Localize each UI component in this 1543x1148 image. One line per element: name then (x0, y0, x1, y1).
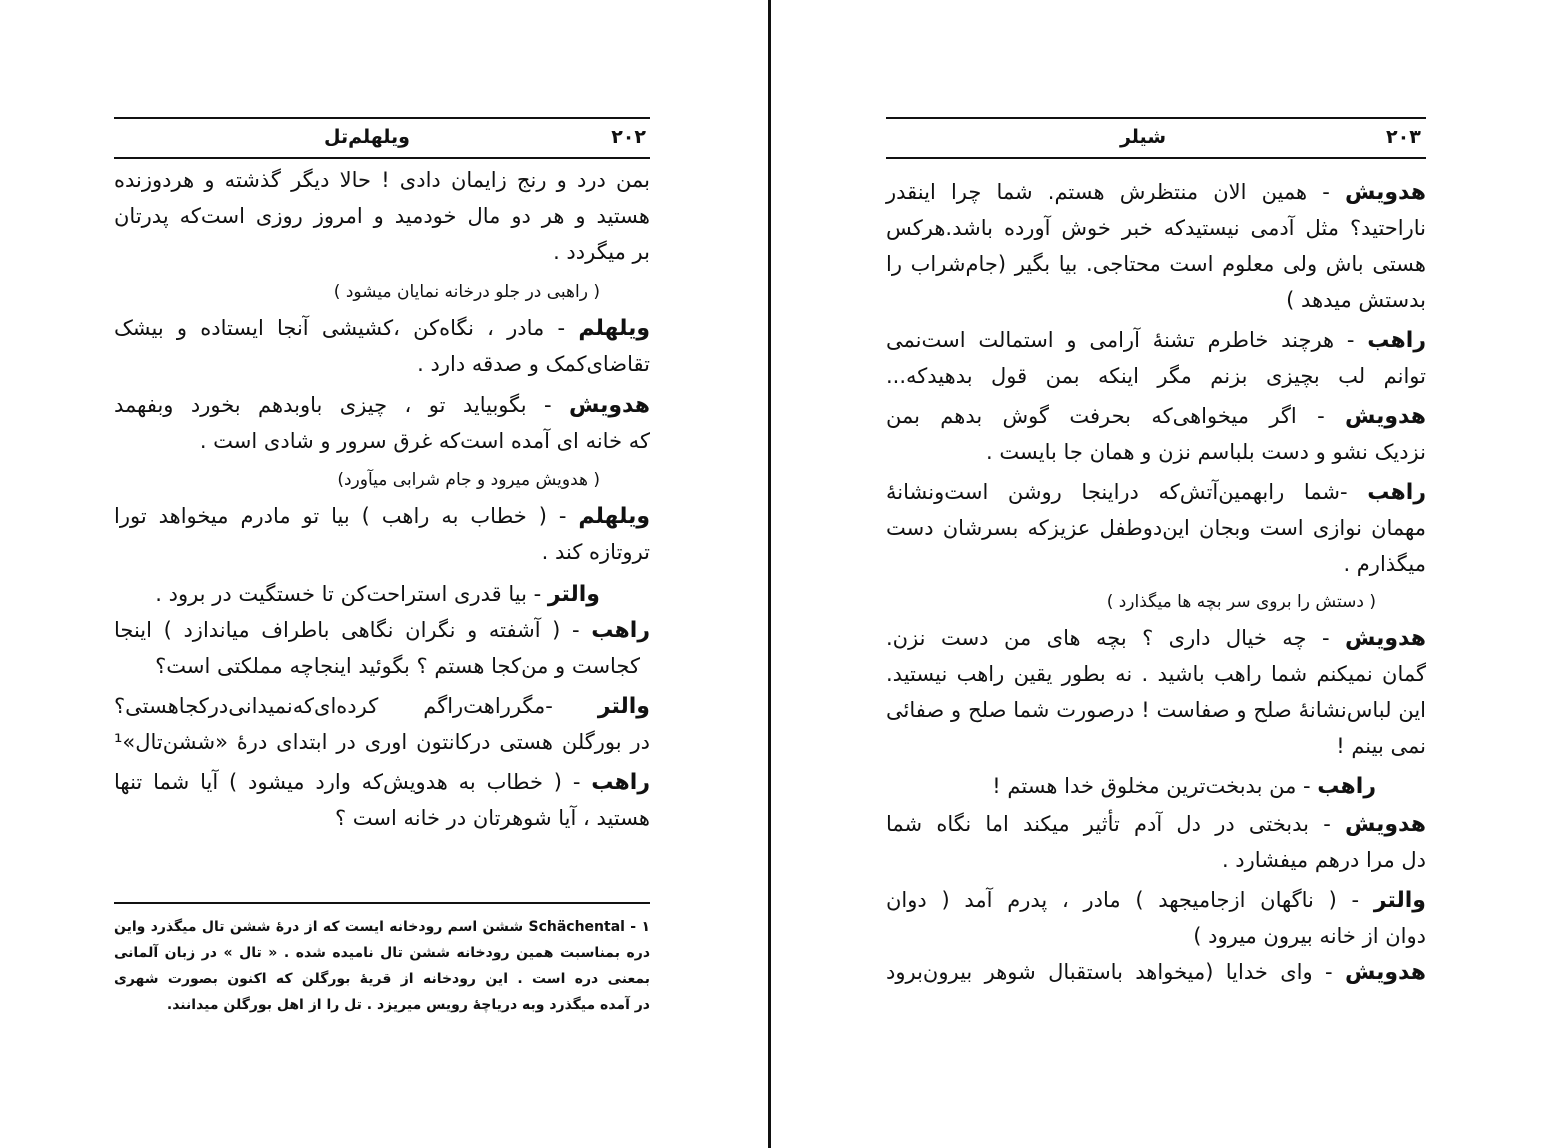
dialogue-line: والتر -مگرراهت‌راگم کرده‌ای‌که‌نمیدانی‌درکجاهستی؟ (114, 694, 650, 719)
dialogue-line: والتر - بیا قدری استراحت‌کن تا خستگیت در برود . (155, 582, 600, 607)
speaker-name: ویلهلم (578, 316, 650, 341)
dialogue-line: هدویش - اگر میخواهی‌که بحرفت گوش بدهم بمن (886, 404, 1426, 429)
speaker-name: والتر (1373, 888, 1426, 913)
speaker-name: هدویش (1345, 812, 1426, 837)
text-line: دل مرا درهم میفشارد . (1221, 848, 1426, 872)
footnote-line: در آمده میگذرد وبه دریاچهٔ رویس میریزد . تل را از اهل بورگلن میدانند. (166, 997, 650, 1013)
text-line: بدستش میدهد ) (1286, 288, 1426, 312)
dialogue-line: هدویش - وای خدایا (میخواهد باستقبال شوهر بیرون‌برود (886, 960, 1426, 985)
dialogue-line: راهب - من بدبخت‌ترین مخلوق خدا هستم ! (992, 774, 1376, 799)
dialogue-line: هدویش - چه خیال داری ؟ بچه های من دست نزن. (886, 626, 1426, 651)
dialogue-line: راهب - ( خطاب به هدویش‌که وارد میشود ) آیا شما تنها (114, 770, 650, 795)
right-page (886, 117, 1426, 985)
speaker-name: ویلهلم (578, 504, 650, 529)
dialogue-line: راهب - ( آشفته و نگران نگاهی باطراف میاندازد ) اینجا (114, 618, 650, 643)
text-line: هستی باش ولی معلوم است محتاجی. بیا بگیر (جام‌شراب را (886, 252, 1426, 276)
footnote-line: ۱ - Schächental ششن اسم رودخانه ایست که از درهٔ ششن تال میگذرد واین (114, 919, 650, 935)
speaker-name: راهب (1367, 328, 1426, 353)
speaker-name: هدویش (1345, 960, 1426, 985)
left-page-number: ۲۰۲ (611, 126, 646, 148)
speaker-name: راهب (591, 618, 650, 643)
text-line: تقاضای‌کمک و صدقه دارد . (417, 352, 650, 376)
text-line: در بورگلن هستی درکانتون اوری در ابتدای درهٔ «ششن‌تال»¹ (114, 730, 650, 754)
stage-direction: ( هدویش میرود و جام شرابی میآورد) (337, 470, 600, 490)
dialogue-line: ویلهلم - ( خطاب به راهب ) بیا تو مادرم میخواهد تورا (114, 504, 650, 529)
text-line: بر میگردد . (553, 240, 650, 264)
footnote-divider (114, 902, 650, 904)
speaker-name: هدویش (1345, 626, 1426, 651)
text-line: هستید و هر دو مال خودمید و امروز روزی است‌که پدرتان (114, 204, 650, 228)
right-running-title: شیلر (1119, 126, 1166, 148)
speaker-name: والتر (597, 694, 650, 719)
dialogue-line: هدویش - بدبختی در دل آدم تأثیر میکند اما نگاه شما (886, 812, 1426, 837)
text-line: ناراحتید؟ مثل آدمی نیستیدکه خبر خوش آورده باشد.هرکس (886, 216, 1426, 240)
text-line: دوان از خانه بیرون میرود ) (1193, 924, 1426, 948)
footnote-line: بمعنی دره است . این رودخانه از قریهٔ بورگلن که اکنون بصورت شهری (114, 971, 650, 987)
text-line: میگذارم . (1343, 552, 1426, 576)
dialogue-line: هدویش - همین الان منتظرش هستم. شما چرا اینقدر (886, 180, 1426, 205)
speaker-name: هدویش (1345, 180, 1426, 205)
text-line: این لباس‌نشانهٔ صلح و صفاست ! درصورت شما صلح و صفائی (886, 698, 1426, 722)
text-line: بمن درد و رنج زایمان دادی ! حالا دیگر گذشته و هردوزنده (114, 168, 650, 192)
text-line: تروتازه کند . (541, 540, 650, 564)
left-running-title: ویلهلم‌تل (324, 126, 410, 148)
text-line: کجاست و من‌کجا هستم ؟ بگوئید اینجا‌چه مملکتی است؟ (155, 654, 640, 678)
footnote-line: دره بمناسبت همین رودخانه ششن تال نامیده شده . « تال » در زبان آلمانی (114, 945, 650, 961)
left-page-header (114, 117, 650, 159)
left-page (114, 117, 650, 1013)
dialogue-line: راهب -شما رابهمین‌آتش‌که دراینجا روشن است‌ونشانهٔ (886, 480, 1426, 505)
dialogue-line: راهب - هرچند خاطرم تشنهٔ آرامی و استمالت است‌نمی (886, 328, 1426, 353)
stage-direction: ( دستش را بروی سر بچه ها میگذارد ) (1106, 592, 1376, 612)
text-line: نزدیک نشو و دست بلباسم نزن و همان جا بایست . (986, 440, 1426, 464)
speaker-name: راهب (591, 770, 650, 795)
speaker-name: والتر (547, 582, 600, 607)
speaker-name: راهب (1367, 480, 1426, 505)
right-page-header (886, 117, 1426, 159)
speaker-name: هدویش (569, 393, 650, 418)
text-line: مهمان نوازی است وبجان این‌دوطفل عزیز‌که بسرشان دست (886, 516, 1426, 540)
speaker-name: راهب (1317, 774, 1376, 799)
dialogue-line: هدویش - بگوبیاید تو ، چیزی باوبدهم بخورد وبفهمد (114, 393, 650, 418)
text-line: گمان نمیکنم شما راهب باشید . نه بطور یقین راهب نیستید. (886, 662, 1426, 686)
text-line: توانم لب بچیزی بزنم مگر اینکه بمن قول بدهیدکه... (886, 364, 1426, 388)
stage-direction: ( راهبی در جلو درخانه نمایان میشود ) (333, 282, 600, 302)
dialogue-line: والتر - ( ناگهان ازجامیجهد ) مادر ، پدرم آمد ( دوان (886, 888, 1426, 913)
dialogue-line: ویلهلم - مادر ، نگاه‌کن ،کشیشی آنجا ایستاده و بیشک (114, 316, 650, 341)
text-line: نمی بینم ! (1336, 734, 1426, 758)
book-spine (768, 0, 771, 1148)
right-page-number: ۲۰۳ (1386, 126, 1421, 148)
text-line: هستید ، آیا شوهرتان در خانه است ؟ (334, 806, 650, 830)
speaker-name: هدویش (1345, 404, 1426, 429)
text-line: که خانه ای آمده است‌که غرق سرور و شادی است . (199, 429, 650, 453)
